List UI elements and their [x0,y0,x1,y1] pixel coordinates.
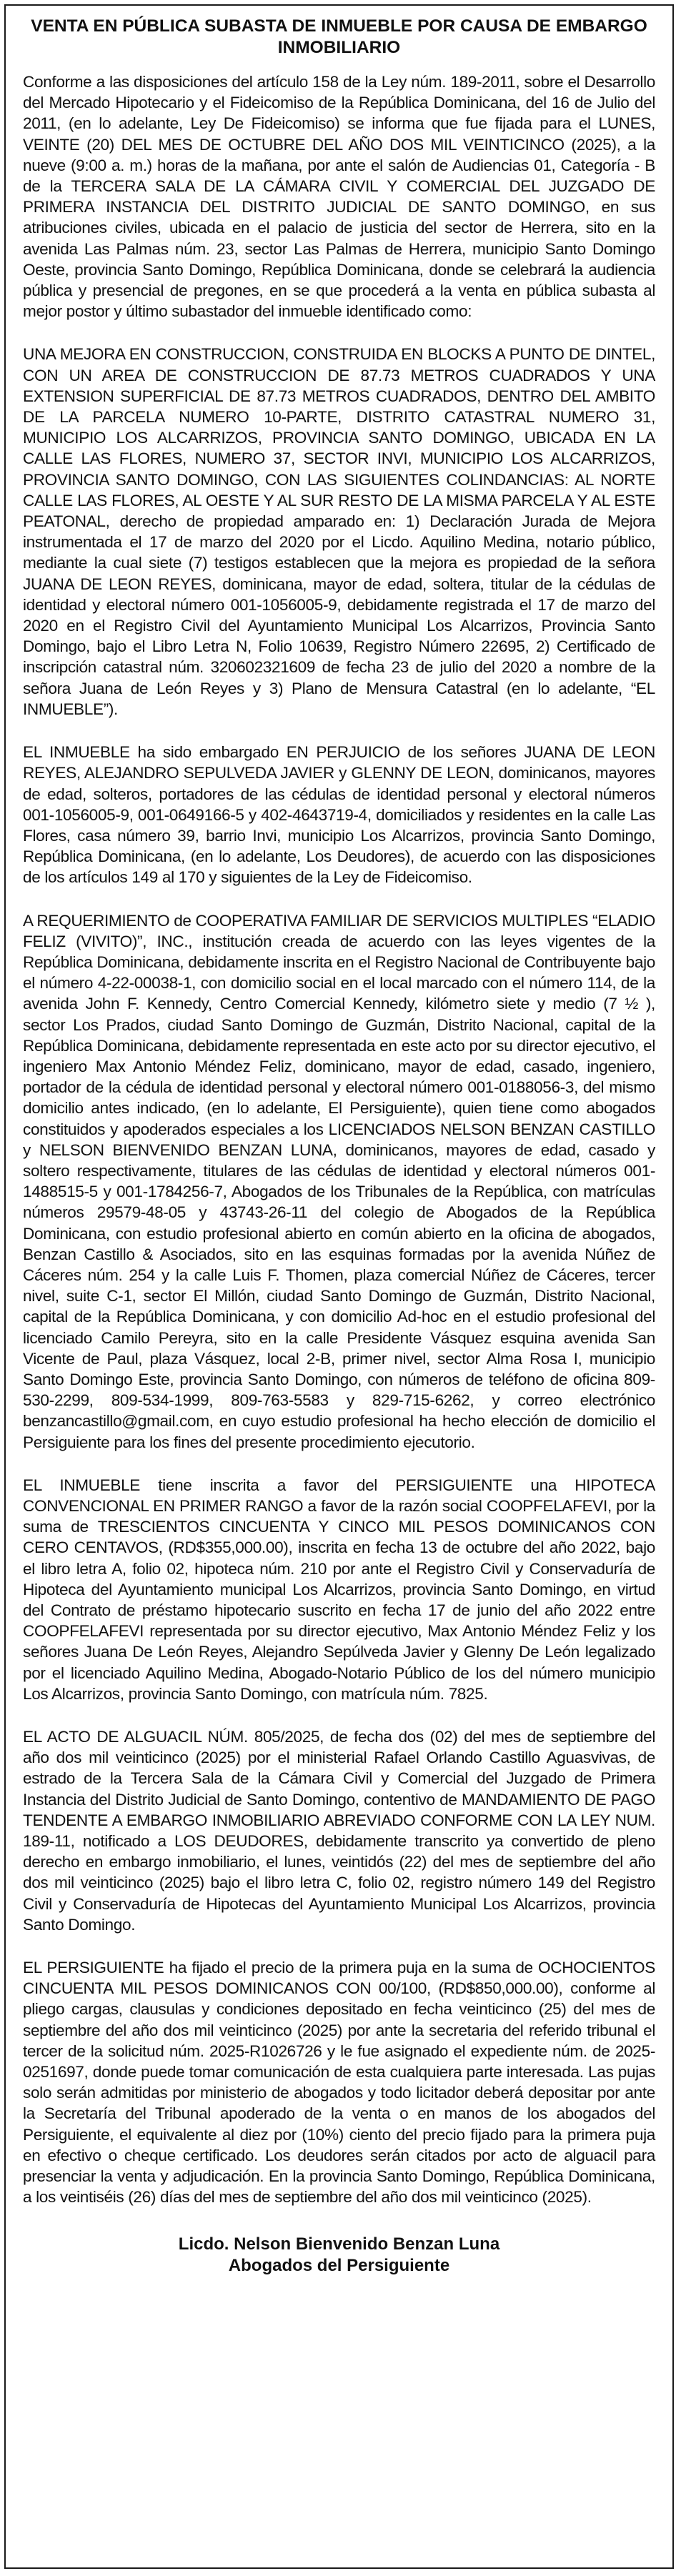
paragraph-debtors: EL INMUEBLE ha sido embargado EN PERJUICIO de los señores JUANA DE LEON REYES, ALEJANDRO SEPULVEDA JAVIER y GLENNY DE LEON, dominicanos, mayores de edad, solteros, portadores de las cédulas de identidad personal y electoral números 001-1056005-9, 001-0649166-5 y 402-4643719-4, domiciliados y residentes en la calle Las Flores, casa número 39, barrio Invi, municipio Los Alcarrizos, provincia Santo Domingo, República Dominicana, (en lo adelante, Los Deudores), de acuerdo con las disposiciones de los artículos 149 al 170 y siguientes de la Ley de Fideicomiso. [23,743,655,887]
paragraph-mortgage: EL INMUEBLE tiene inscrita a favor del PERSIGUIENTE una HIPOTECA CONVENCIONAL EN PRIMER RANGO a favor de la razón social COOPFELAFEVI, por la suma de TRESCIENTOS CINCUENTA Y CINCO MIL PESOS DOMINICANOS CON CERO CENTAVOS, (RD$355,000.00), inscrita en fecha 13 de octubre del año 2022, bajo el libro letra A, folio 02, hipoteca núm. 210 por ante el Registro Civil y Conservaduría de Hipoteca del Ayuntamiento municipal Los Alcarrizos, provincia Santo Domingo, en virtud del Contrato de préstamo hipotecario suscrito en fecha 17 de junio del año 2022 entre COOPFELAFEVI representada por su director ejecutivo, Max Antonio Méndez Feliz y los señores Juana De León Reyes, Alejandro Sepúlveda Javier y Glenny De León legalizado por el licenciado Aquilino Medina, Abogado-Notario Público de los del número municipio Los Alcarrizos, provincia Santo Domingo, con matrícula núm. 7825. [23,1476,655,1703]
signature-name: Licdo. Nelson Bienvenido Benzan Luna [178,2234,500,2254]
paragraph-creditor: A REQUERIMIENTO de COOPERATIVA FAMILIAR DE SERVICIOS MULTIPLES “ELADIO FELIZ (VIVITO)”, INC., institución creada de acuerdo con las leyes vigentes de la República Dominicana, debidamente inscrita en el Registro Nacional de Contribuyente bajo el número 4-22-00038-1, con domicilio social en el local marcado con el número 114, de la avenida John F. Kennedy, Centro Comercial Kennedy, kilómetro siete y medio (7 ½ ), sector Los Prados, ciudad Santo Domingo de Guzmán, Distrito Nacional, capital de la República Dominicana, debidamente representada en este acto por su director ejecutivo, el ingeniero Max Antonio Méndez Feliz, dominicano, mayor de edad, casado, ingeniero, portador de la cédula de identidad personal y electoral número 001-0188056-3, del mismo domicilio antes indicado, (en lo adelante, El Persiguiente), quien tiene como abogados constituidos y apoderados especiales a los LICENCIADOS NELSON BENZAN CASTILLO y NELSON BIENVENIDO BENZAN LUNA, dominicanos, mayores de edad, casado y soltero respectivamente, titulares de las cédulas de identidad y electoral números 001-1488515-5 y 001-1784256-7, Abogados de los Tribunales de la República, con matrículas números 29579-48-05 y 43743-26-11 del colegio de Abogados de la República Dominicana, con estudio profesional abierto en común abierto en la oficina de abogados, Benzan Castillo & Asociados, sito en las esquinas formadas por la avenida Núñez de Cáceres núm. 254 y la calle Luis F. Thomen, plaza comercial Núñez de Cáceres, tercer nivel, suite C-1, sector El Millón, ciudad Santo Domingo de Guzmán, Distrito Nacional, capital de la República Dominicana, y con domicilio Ad-hoc en el estudio profesional del licenciado Camilo Pereyra, sito en la calle Presidente Vásquez esquina avenida San Vicente de Paul, plaza Vásquez, local 2-B, primer nivel, sector Alma Rosa I, municipio Santo Domingo Este, provincia Santo Domingo, con números de teléfono de oficina 809-530-2299, 809-534-1999, 809-763-5583 y 829-715-6262, y correo electrónico benzancastillo@gmail.com, en cuyo estudio profesional ha hecho elección de domicilio el Persiguiente para los fines del presente procedimiento ejecutorio. [23,911,655,1451]
paragraph-bailiff-act: EL ACTO DE ALGUACIL NÚM. 805/2025, de fecha dos (02) del mes de septiembre del año dos mil veinticinco (2025) por el ministerial Rafael Orlando Castillo Aguasvivas, de estrado de la Tercera Sala de la Cámara Civil y Comercial del Juzgado de Primera Instancia del Distrito Judicial de Santo Domingo, contentivo de MANDAMIENTO DE PAGO TENDENTE A EMBARGO INMOBILIARIO ABREVIADO CONFORME CON LA LEY NUM. 189-11, notificado a LOS DEUDORES, debidamente transcrito ya convertido de pleno derecho en embargo inmobiliario, el lunes, veintidós (22) del mes de septiembre del año dos mil veinticinco (2025) bajo el libro letra C, folio 02, registro número 149 del Registro Civil y Conservaduría de Hipotecas del Ayuntamiento Municipal Los Alcarrizos, provincia Santo Domingo. [23,1728,655,1934]
signature-block [23,2234,655,2277]
signature-role: Abogados del Persiguiente [228,2255,450,2275]
paragraph-announcement: Conforme a las disposiciones del artículo 158 de la Ley núm. 189-2011, sobre el Desarrollo del Mercado Hipotecario y el Fideicomiso de la República Dominicana, del 16 de Julio del 2011, (en lo adelante, Ley De Fideicomiso) se informa que fue fijada para el LUNES, VEINTE (20) DEL MES DE OCTUBRE DEL AÑO DOS MIL VEINTICINCO (2025), a la nueve (9:00 a. m.) horas de la mañana, por ante el salón de Audiencias 01, Categoría - B de la TERCERA SALA DE LA CÁMARA CIVIL Y COMERCIAL DEL JUZGADO DE PRIMERA INSTANCIA DEL DISTRITO JUDICIAL DE SANTO DOMINGO, en sus atribuciones civiles, ubicada en el palacio de justicia del sector de Herrera, sito en la avenida Las Palmas núm. 23, sector Las Palmas de Herrera, municipio Santo Domingo Oeste, provincia Santo Domingo, República Dominicana, donde se celebrará la audiencia pública y presencial de pregones, en se que procederá a la venta en pública subasta al mejor postor y último subastador del inmueble identificado como: [23,73,655,321]
paragraph-property-description: UNA MEJORA EN CONSTRUCCION, CONSTRUIDA EN BLOCKS A PUNTO DE DINTEL, CON UN AREA DE CONSTRUCCION DE 87.73 METROS CUADRADOS Y UNA EXTENSION SUPERFICIAL DE 87.73 METROS CUADRADOS, DENTRO DEL AMBITO DE LA PARCELA NUMERO 10-PARTE, DISTRITO CATASTRAL NUMERO 31, MUNICIPIO LOS ALCARRIZOS, PROVINCIA SANTO DOMINGO, UBICADA EN LA CALLE LAS FLORES, NUMERO 37, SECTOR INVI, MUNICIPIO LOS ALCARRIZOS, PROVINCIA SANTO DOMINGO, CON LAS SIGUIENTES COLINDANCIAS: AL NORTE CALLE LAS FLORES, AL OESTE Y AL SUR RESTO DE LA MISMA PARCELA Y AL ESTE PEATONAL, derecho de propiedad amparado en: 1) Declaración Jurada de Mejora instrumentada el 17 de marzo del 2020 por el Licdo. Aquilino Medina, notario público, mediante la cual siete (7) testigos establecen que la mejora es propiedad de la señora JUANA DE LEON REYES, dominicana, mayor de edad, soltera, titular de la cédulas de identidad y electoral número 001-1056005-9, debidamente registrada el 17 de marzo del 2020 en el Registro Civil del Ayuntamiento Municipal Los Alcarrizos, Provincia Santo Domingo, bajo el Libro Letra N, Folio 10639, Registro Número 22695, 2) Certificado de inscripción catastral núm. 320602321609 de fecha 23 de julio del 2020 a nombre de la señora Juana de León Reyes y 3) Plano de Mensura Catastral (en lo adelante, “EL INMUEBLE”). [23,345,655,718]
paragraph-auction-price: EL PERSIGUIENTE ha fijado el precio de la primera puja en la suma de OCHOCIENTOS CINCUENTA MIL PESOS DOMINICANOS CON 00/100, (RD$850,000.00), conforme al pliego cargas, clausulas y condiciones depositado en fecha veinticinco (25) del mes de septiembre del año dos mil veinticinco (2025) por ante la secretaria del referido tribunal el tercer de la solicitud núm. 2025-R1026726 y le fue asignado el expediente núm. de 2025-0251697, donde puede tomar comunicación de esta cualquiera parte interesada. Las pujas solo serán admitidas por ministerio de abogados y todo licitador deberá depositar por ante la Secretaría del Tribunal apoderado de la venta o en manos de los abogados del Persiguiente, el equivalente al diez por (10%) ciento del precio fijado para la primera puja en efectivo o cheque certificado. Los deudores serán citados por acto de alguacil para presenciar la venta y adjudicación. En la provincia Santo Domingo, República Dominicana, a los veintiséis (26) días del mes de septiembre del año dos mil veinticinco (2025). [23,1959,655,2207]
notice-body [23,16,655,2277]
notice-title: VENTA EN PÚBLICA SUBASTA DE INMUEBLE POR CAUSA DE EMBARGO INMOBILIARIO [31,16,647,57]
notice-frame [4,4,674,2569]
